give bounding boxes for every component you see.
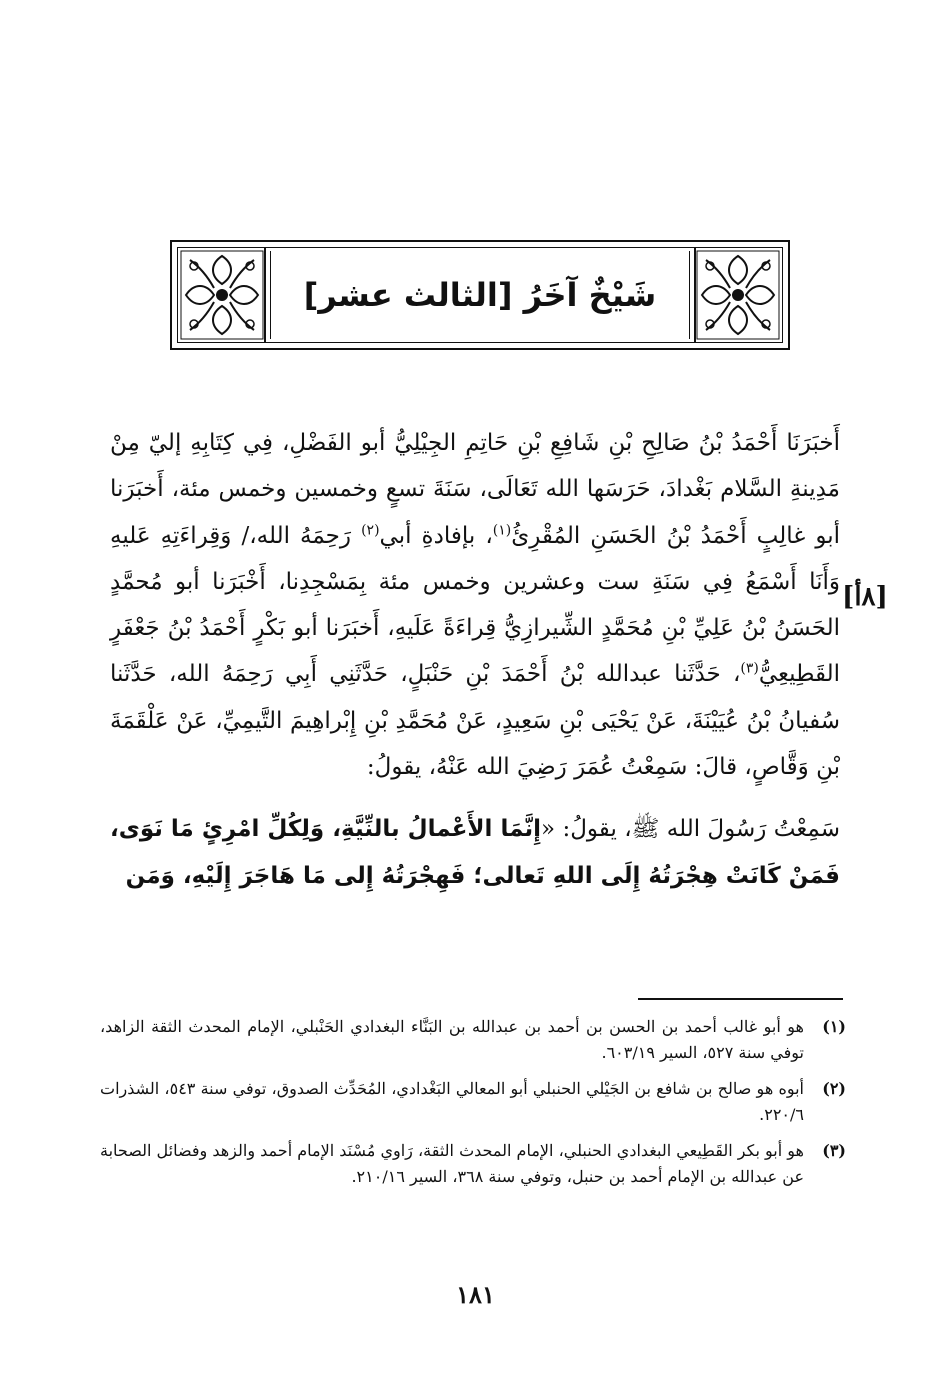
- title-frame: [170, 240, 790, 350]
- isnad-text-part-3: رَحِمَهُ الله،/ وَقِراءَتِهِ عَليهِ وَأَنَا أَسْمَعُ فِي سَنَةِ ست وعشرين وخمس مئة بِمَسْجِدِنا، أَخْبَرَنا أبو مُحمَّدٍ الحَسَنُ بْنُ عَلِيِّ بْنِ مُحَمَّدٍ الشِّيرازِيُّ قِراءَةً عَلَيهِ، أَخبَرَنا أبو بَكْرٍ أَحْمَدُ بْنُ جَعْفَرٍ القَطِيعِيُّ: [110, 522, 840, 688]
- isnad-text-part-4: ، حَدَّثَنا عبدالله بْنُ أَحْمَدَ بْنِ حَنْبَلٍ، حَدَّثَنِي أَبِي رَحِمَهُ الله، حَدَّثَنا سُفيانُ بْنُ عُيَيْنَةَ، عَنْ يَحْيَى بْنِ سَعِيدٍ، عَنْ مُحَمَّدِ بْنِ إِبْراهِيمَ التَّيمِيِّ، عَنْ عَلْقَمَةَ بْنِ وَقَّاصٍ، قالَ: سَمِعْتُ عُمَرَ رَضِيَ الله عَنْهُ، يقولُ:: [110, 661, 840, 781]
- footnote-item: [100, 1076, 846, 1128]
- isnad-text-part-1: أَخبَرَنَا أَحْمَدُ بْنُ صَالِحِ بْنِ شَافِعِ بْنِ حَاتِمِ الجِيْلِيُّ أبو الفَضْلِ، فِي كِتَابِهِ إليّ مِنْ مَدِينةِ السَّلام بَغْدادَ، حَرَسَها الله تَعَالَى، سَنَةَ تسعٍ وخمسين وخمس مئة، أَخبَرَنا أبو غالِبٍ أَحْمَدُ بْنُ الحَسَنِ المُقْرِئُ: [110, 430, 840, 549]
- footnote-ref-3[interactable]: (٣): [740, 660, 759, 677]
- hadith-paragraph: [110, 806, 840, 899]
- margin-folio-note: [٨أ]: [842, 582, 888, 612]
- footnote-text: هو أبو بكر القَطِيعي البغدادي الحنبلي، الإمام المحدث الثقة، رَاوي مُسْنَد الإمام أحمد والزهد وفضائل الصحابة عن عبدالله بن الإمام أحمد بن حنبل، وتوفي سنة ٣٦٨، السير ٢١٠/١٦.: [100, 1141, 804, 1186]
- hadith-intro: سَمِعْتُ رَسُولَ الله ﷺ، يقولُ: «: [541, 816, 840, 843]
- chapter-title: شَيْخٌ آخَرُ [الثالث عشر]: [303, 276, 657, 314]
- footnote-text: أبوه هو صالح بن شافع بن الجَيْلي الحنبلي أبو المعالي البَغْدادي، المُحَدِّث الصدوق، توفي سنة ٥٤٣، الشذرات ٢٢٠/٦.: [100, 1079, 805, 1124]
- footnote-number: (٣): [822, 1141, 846, 1160]
- footnote-ref-1[interactable]: (١): [492, 521, 512, 538]
- footnote-separator: [638, 998, 843, 1000]
- isnad-text-part-2: ، بإفادةِ أبي: [379, 522, 493, 549]
- floral-ornament-icon: [696, 250, 780, 340]
- footnote-text: هو أبو غالب أحمد بن الحسن بن أحمد بن عبدالله بن البَنَّاء البغدادي الحَنْبلي، الإمام المحدث الثقة الزاهد، توفي سنة ٥٢٧، السير ٦٠٣/١٩.: [100, 1017, 804, 1062]
- page-number: ١٨١: [456, 1280, 495, 1309]
- footnotes: [100, 1014, 846, 1200]
- hadith-text: إِنَّمَا الأَعْمالُ بالنِّيَّةِ، وَلِكُلِّ امْرِئٍ مَا نَوَى، فَمَنْ كَانَتْ هِجْرَتُهُ إِلَى اللهِ تَعالى؛ فَهِجْرَتُهُ إِلى مَا هَاجَرَ إِلَيْهِ، وَمَن: [110, 816, 840, 889]
- footnote-item: [100, 1014, 846, 1066]
- isnad-paragraph: [110, 420, 840, 790]
- footnote-ref-2[interactable]: (٢): [361, 521, 380, 538]
- floral-ornament-icon: [180, 250, 264, 340]
- footnote-number: (٢): [822, 1079, 846, 1098]
- footnote-item: [100, 1138, 846, 1190]
- title-box-rule: [270, 251, 690, 339]
- footnote-number: (١): [822, 1017, 846, 1036]
- title-box: [264, 247, 696, 343]
- main-text: [110, 420, 840, 899]
